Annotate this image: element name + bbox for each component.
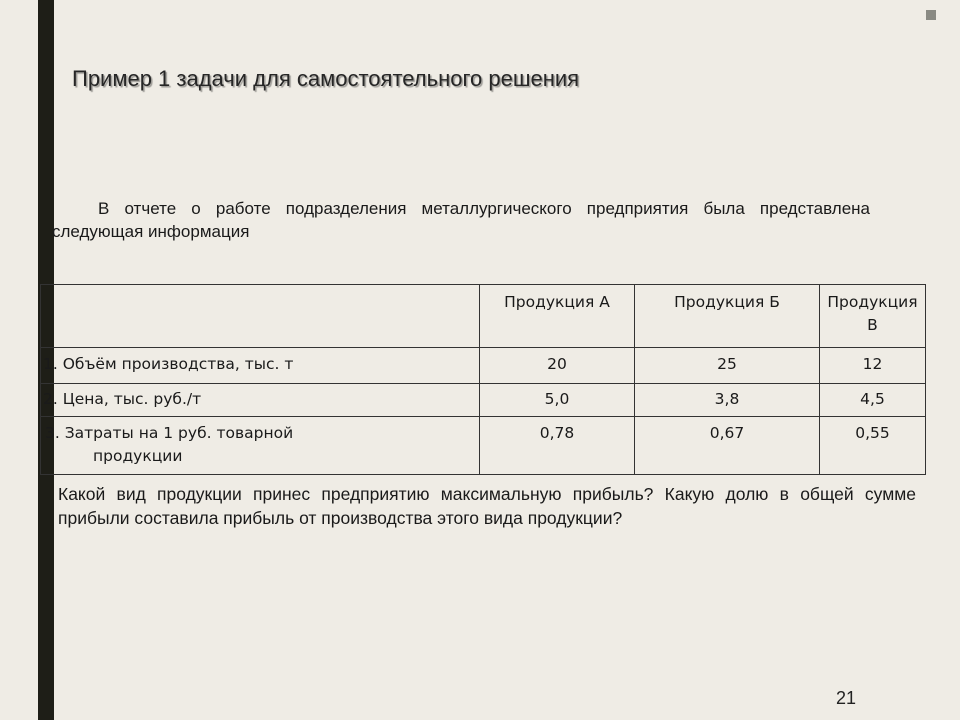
question-paragraph: Какой вид продукции принес предприятию максимальную прибыль? Какую долю в общей сумме прибыли составила прибыль от производства этого вида продукции? bbox=[58, 484, 916, 528]
table-row bbox=[41, 348, 926, 384]
cell-price-b: 3,8 bbox=[635, 384, 820, 417]
row-label-volume: 1. Объём производства, тыс. т bbox=[41, 348, 480, 384]
table-row bbox=[41, 384, 926, 417]
column-header-product-v: Продукция В bbox=[820, 285, 926, 348]
cell-price-a: 5,0 bbox=[480, 384, 635, 417]
page-number: 21 bbox=[836, 688, 857, 708]
cell-volume-a: 20 bbox=[480, 348, 635, 384]
row-label-costs-line1: 3. Затраты на 1 руб. товарной bbox=[45, 424, 294, 442]
table-header-empty bbox=[41, 285, 480, 348]
row-label-costs-line2: продукции bbox=[93, 447, 183, 465]
table-row bbox=[41, 417, 926, 475]
cell-volume-v: 12 bbox=[820, 348, 926, 384]
cell-price-v: 4,5 bbox=[820, 384, 926, 417]
column-header-product-a: Продукция А bbox=[480, 285, 635, 348]
row-label-costs bbox=[41, 417, 480, 475]
slide-title: Пример 1 задачи для самостоятельного решения bbox=[72, 66, 580, 91]
corner-square-decoration bbox=[926, 10, 936, 20]
intro-paragraph: В отчете о работе подразделения металлургического предприятия была представлена следующая информация bbox=[52, 199, 870, 241]
table-header-row bbox=[41, 285, 926, 348]
cell-costs-v: 0,55 bbox=[820, 417, 926, 475]
production-table bbox=[40, 284, 926, 475]
row-label-price: 2. Цена, тыс. руб./т bbox=[41, 384, 480, 417]
cell-costs-b: 0,67 bbox=[635, 417, 820, 475]
cell-costs-a: 0,78 bbox=[480, 417, 635, 475]
cell-volume-b: 25 bbox=[635, 348, 820, 384]
column-header-product-b: Продукция Б bbox=[635, 285, 820, 348]
